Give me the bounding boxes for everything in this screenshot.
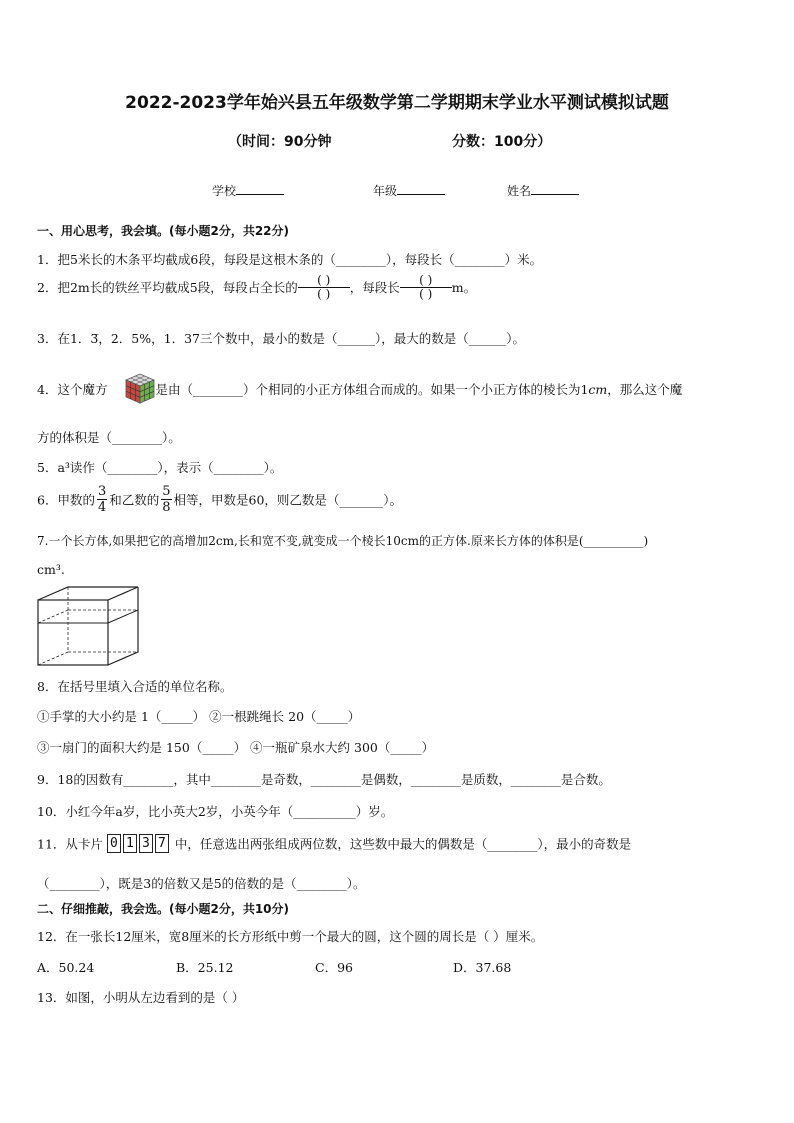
- digit-card-1: 1: [123, 834, 137, 853]
- question-3: 3．在1．3̅，2．5%，1．37三个数中，最小的数是（______），最大的数是（______）。: [37, 331, 526, 346]
- name-field: 姓名: [507, 182, 579, 199]
- rubiks-cube-icon: [122, 371, 158, 405]
- digit-card-0: 0: [107, 834, 121, 853]
- question-12: 12．在一张长12厘米，宽8厘米的长方形纸中剪一个最大的圆，这个圆的周长是（ ）厘米。: [37, 929, 544, 944]
- grade-field: 年级: [373, 182, 445, 199]
- page-title: 2022-2023学年始兴县五年级数学第二学期期末学业水平测试模拟试题: [125, 93, 669, 113]
- question-10: 10．小红今年a岁，比小英大2岁，小英今年（__________）岁。: [37, 804, 394, 819]
- question-8-line1: ①手掌的大小约是 1（_____） ②一根跳绳长 20（_____）: [37, 709, 361, 724]
- question-5: 5．a³读作（________），表示（________）。: [37, 460, 283, 475]
- question-8-line2: ③一扇门的面积大约是 150（_____） ④一瓶矿泉水大约 300（_____）: [37, 740, 435, 755]
- exam-score: 分数：100分）: [452, 134, 552, 150]
- section-1-heading: 一、用心思考，我会填。(每小题2分，共22分): [37, 224, 290, 238]
- question-9: 9．18的因数有________，其中________是奇数，________是偶数，________是质数，________是合数。: [37, 772, 611, 787]
- question-1: 1．把5米长的木条平均截成6段，每段是这根木条的（________），每段长（________）米。: [37, 252, 543, 267]
- question-8-heading: 8．在括号里填入合适的单位名称。: [37, 679, 233, 694]
- digit-card-7: 7: [155, 834, 169, 853]
- question-4-line1: 4．这个魔方 是由（________）个相同的小正方体组合而成的。如果一个小正方体的棱长为1cm，那么这个魔: [37, 382, 683, 397]
- digit-card-3: 3: [139, 834, 153, 853]
- section-2-heading: 二、仔细推敲，我会选。(每小题2分，共10分): [37, 902, 290, 916]
- question-11-line2: （________），既是3的倍数又是5的倍数的是（________）。: [37, 876, 366, 891]
- question-2: 2．把2m长的铁丝平均截成5段，每段占全长的 $\frac{( )}{( )}$，每段长 $\frac{( )}{( )}m$。: [37, 273, 477, 301]
- option-d: D．37.68: [453, 960, 512, 975]
- cuboid-figure: [36, 585, 142, 667]
- question-11-line1: 11．从卡片 0 1 3 7 中，任意选出两张组成两位数，这些数中最大的偶数是（________），最小的奇数是: [37, 836, 632, 852]
- question-6: 6．甲数的 $\frac{3}{4}$ 和乙数的 $\frac{5}{8}$ 相等，甲数是60，则乙数是（_______）。: [37, 484, 402, 515]
- option-b: B．25.12: [176, 960, 234, 975]
- question-13: 13．如图，小明从左边看到的是（ ）: [37, 990, 245, 1005]
- option-c: C．96: [315, 960, 353, 975]
- option-a: A．50.24: [37, 960, 95, 975]
- school-field: 学校: [212, 182, 284, 199]
- question-7-line2: cm³.: [37, 562, 65, 577]
- exam-time: （时间：90分钟: [228, 134, 332, 150]
- question-4-line2: 方的体积是（________）。: [37, 430, 181, 445]
- question-7-line1: 7.一个长方体,如果把它的高增加2cm,长和宽不变,就变成一个棱长10cm的正方体.原来长方体的体积是(__________): [37, 534, 649, 548]
